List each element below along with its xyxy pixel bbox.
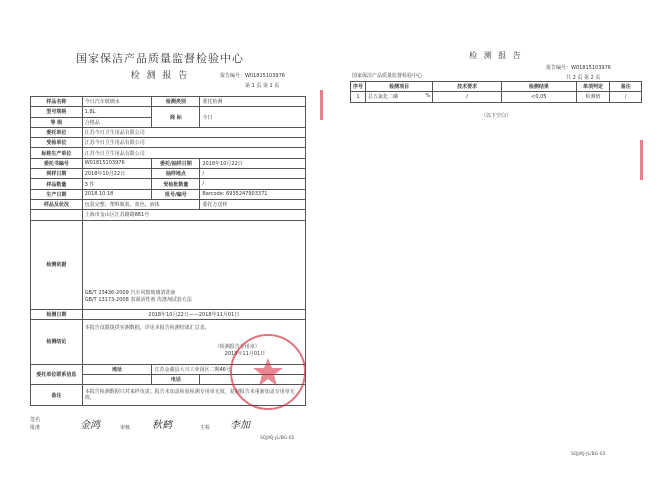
prod-date: 2018.10.18 — [82, 189, 152, 199]
base-qty: / — [200, 179, 306, 189]
client: 江苏今日卫生用品有限公司 — [82, 127, 305, 137]
label-spec: 型号规格 — [31, 107, 83, 117]
label-contract: 委托书编号 — [31, 158, 83, 168]
producer: 江苏今日卫生用品有限公司 — [82, 148, 305, 158]
cell-remark: / — [610, 92, 642, 102]
contract-number: W01815103976 — [82, 158, 152, 168]
approver-note: 签名 — [30, 417, 41, 423]
cell-requirement: / — [433, 92, 502, 102]
header-judgement: 单项判定 — [576, 82, 610, 92]
label-brand: 商 标 — [152, 107, 200, 128]
batch-number: Barcode: 6935247903371 — [200, 189, 306, 199]
reviewer-signature: 秋鹤 — [152, 420, 172, 431]
label-contact: 委托单位联系信息 — [31, 364, 83, 385]
end-note: （以下空白） — [481, 113, 512, 119]
test-period: 2018年10月22日——2018年11月01日 — [82, 309, 305, 319]
cell-result: <0.05 — [501, 92, 576, 102]
inspected: 江苏今日卫生用品有限公司 — [82, 138, 305, 148]
label-qty: 样品数量 — [31, 179, 83, 189]
page-info-2: 共 2 页 第 2 页 — [566, 75, 601, 81]
label-arrival: 到样日期 — [31, 169, 83, 179]
writer-label: 主检 — [200, 425, 211, 431]
report-number: 报告编号：W01815103976 — [220, 73, 285, 79]
report-title: 检 测 报 告 — [130, 71, 190, 81]
spec: 1.8L — [82, 107, 152, 117]
label-sample-place: 抽样地点 — [152, 169, 200, 179]
label-producer: 标称生产单位 — [31, 148, 83, 158]
report-page-1 — [10, 44, 310, 462]
sign-date: 2018年11月01日 — [224, 350, 266, 357]
header-result: 检测结果 — [501, 82, 576, 92]
label-sample-date: 委托/抽样日期 — [152, 158, 200, 168]
approver-signature: 金鸿 — [80, 420, 100, 431]
footer-code-2: SQJ/KJ-JL/BG-03 — [571, 452, 606, 457]
header-remark: 备注 — [610, 82, 642, 92]
sample-date: 2018年10月22日 — [200, 158, 306, 168]
label-prod-date: 生产日期 — [31, 189, 83, 199]
sample-method: 委托方送样 — [200, 199, 306, 209]
address-line: 上海市金山区江苏路路861号 — [82, 210, 305, 220]
stamp-edge-mark-2 — [320, 90, 323, 120]
basis-1: GB/T 23436-2009 汽车风窗玻璃清洗液 — [84, 289, 176, 296]
approver-label: 批准 — [30, 425, 41, 431]
blank-cell — [82, 375, 152, 385]
report-number-2: 报告编号：W01815103976 — [546, 65, 611, 71]
conclusion-text: 本报告仅限提供实测数据，详见本报告检测结果汇总表。 — [84, 324, 210, 331]
sample-name: 今日汽车玻璃水 — [82, 97, 152, 107]
report-title-2: 检 测 报 告 — [469, 51, 523, 60]
label-inspected: 受检单位 — [31, 138, 83, 148]
header-requirement: 技术要求 — [433, 82, 502, 92]
label-tel: 电话 — [152, 375, 200, 385]
brand: 今日 — [200, 107, 306, 128]
sample-qty: 3 件 — [82, 179, 152, 189]
item-name: 总五氯化二磷 — [368, 94, 399, 101]
arrival-date: 2018年10月22日 — [82, 169, 152, 179]
cell-index: 1 — [351, 92, 366, 102]
page-info: 第 1 页 第 1 页 — [245, 83, 280, 89]
header-index: 序号 — [351, 82, 366, 92]
label-base: 受检批数量 — [152, 179, 200, 189]
contact-addr: 江苏金湖县大兴工业园区二期46号 — [152, 364, 306, 374]
report-page-2 — [346, 44, 646, 462]
stamp-star-icon — [232, 336, 304, 408]
header-item: 检测项目 — [366, 82, 433, 92]
official-stamp — [230, 334, 306, 410]
label-basis: 检测依据 — [31, 220, 83, 309]
org-name: 国家保洁产品质量监督检验中心 — [76, 52, 244, 65]
cell-judgement: 检测值 — [576, 92, 610, 102]
sample-place: / — [200, 169, 306, 179]
label-grade: 等 级 — [31, 117, 83, 127]
org-name-2: 国家保洁产品质量监督检验中心 — [352, 73, 423, 79]
label-addr: 地址 — [82, 364, 152, 374]
label-test-type: 检测类别 — [152, 97, 200, 107]
label-batch: 批号/编号 — [152, 189, 200, 199]
reviewer-label: 审核 — [120, 425, 131, 431]
label-state: 样品及状况 — [31, 199, 83, 209]
sample-state: 包装完整、塑料瓶装、蓝色、液体 — [82, 199, 200, 209]
label-remark: 备注 — [31, 385, 83, 406]
result-table — [350, 81, 642, 103]
footer-code: SQJ/KJ-JL/BG-05 — [260, 436, 295, 441]
item-unit: % — [425, 93, 431, 100]
remark: 本报告检测数据只对来样负责。报告未加盖检验检测专用章无效，复制报告未重新加盖专用章无效。 — [82, 385, 305, 406]
basis-2: GB/T 13173-2008 表面活性剂 洗涤剂试验方法 — [84, 296, 192, 303]
sign-line: （检测报告专用章） — [214, 343, 260, 350]
label-client: 委托单位 — [31, 127, 83, 137]
label-period: 检测日期 — [31, 309, 83, 319]
label-sample-name: 样品名称 — [31, 97, 83, 107]
stamp-edge-mark — [640, 140, 643, 180]
label-conclusion: 检测结论 — [31, 319, 83, 364]
grade: 合格品 — [82, 117, 152, 127]
test-type: 委托检测 — [200, 97, 306, 107]
cell-item — [366, 92, 433, 102]
writer-signature: 李加 — [230, 420, 250, 431]
